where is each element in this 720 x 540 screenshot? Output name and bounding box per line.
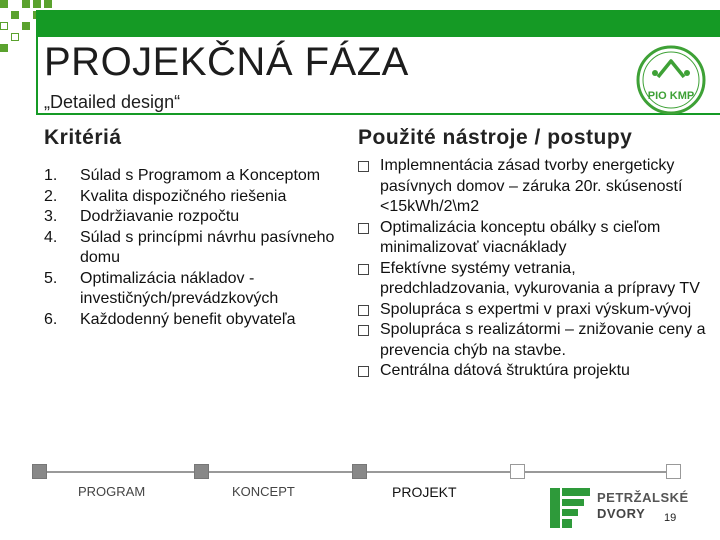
criteria-text: Súlad s princípmi návrhu pasívneho domu [80, 228, 335, 266]
pio-kmp-seal-icon [634, 43, 708, 117]
criteria-item [44, 166, 364, 187]
criteria-text: Súlad s Programom a Konceptom [80, 167, 321, 184]
criteria-text: Každodenný benefit obyvateľa [80, 310, 296, 328]
criteria-item [44, 207, 364, 228]
tools-heading: Použité nástroje / postupy [358, 126, 633, 149]
tool-text: Spolupráca s realizátormi – znižovanie ceny a prevencia chýb na stavbe. [380, 321, 706, 359]
tool-item [358, 218, 708, 259]
timeline-label-program: PROGRAM [78, 484, 146, 499]
criteria-item [44, 228, 364, 269]
tool-item [358, 259, 708, 300]
tool-item [358, 300, 708, 321]
slide-subtitle: „Detailed design“ [44, 92, 181, 112]
deco-square [11, 11, 19, 19]
slide-title: PROJEKČNÁ FÁZA [44, 40, 409, 84]
criteria-text: Kvalita dispozičného riešenia [80, 187, 287, 205]
checkbox-bullet-icon [358, 264, 369, 275]
timeline-label-projekt: PROJEKT [392, 484, 457, 500]
timeline-node-projekt [352, 464, 367, 479]
deco-square [22, 0, 30, 8]
criteria-number: 6. [44, 310, 58, 328]
criteria-number: 3. [44, 208, 58, 225]
timeline-node-program [32, 464, 47, 479]
timeline-node-koncept [194, 464, 209, 479]
criteria-list [44, 166, 364, 330]
page-number: 19 [664, 512, 677, 524]
tool-item [358, 320, 708, 361]
tool-text: Implemnentácia zásad tvorby energeticky pasívnych domov – záruka 20r. skúseností <15kWh/2\m2 [380, 157, 683, 215]
tool-text: Centrálna dátová štruktúra projektu [380, 362, 630, 379]
criteria-item [44, 187, 364, 208]
criteria-number: 4. [44, 228, 58, 246]
brand-line-2: DVORY [597, 506, 646, 521]
checkbox-bullet-icon [358, 366, 369, 377]
deco-square [0, 44, 8, 52]
timeline-label-koncept: KONCEPT [232, 484, 295, 499]
header-divider-horizontal [36, 113, 720, 115]
criteria-number: 2. [44, 187, 58, 205]
tool-text: Optimalizácia konceptu obálky s cieľom minimalizovať viacnáklady [380, 218, 661, 256]
criteria-number: 5. [44, 269, 58, 287]
checkbox-bullet-icon [358, 305, 369, 316]
petrzalske-dvory-logo-icon [548, 486, 592, 530]
criteria-text: Dodržiavanie rozpočtu [80, 208, 240, 225]
deco-square [22, 22, 30, 30]
deco-square [33, 0, 41, 8]
deco-square [44, 0, 52, 8]
deco-square [0, 22, 8, 30]
criteria-number: 1. [44, 167, 58, 184]
criteria-item [44, 269, 364, 310]
deco-square [11, 33, 19, 41]
header-divider-vertical [36, 37, 38, 115]
tool-item [358, 156, 708, 218]
tool-text: Spolupráca s expertmi v praxi výskum-vývoj [380, 300, 692, 318]
tools-list [358, 156, 708, 382]
brand-line-1: PETRŽALSKÉ [597, 490, 689, 505]
criteria-heading: Kritériá [44, 126, 122, 149]
tool-item [358, 361, 708, 382]
checkbox-bullet-icon [358, 223, 369, 234]
seal-text: PIO KMP [647, 90, 695, 102]
criteria-text: Optimalizácia nákladov - investičných/prevádzkových [80, 269, 279, 307]
checkbox-bullet-icon [358, 161, 369, 172]
timeline-node-future [666, 464, 681, 479]
timeline-node-future [510, 464, 525, 479]
criteria-item [44, 310, 364, 331]
tool-text: Efektívne systémy vetrania, predchladzovania, vykurovania a prípravy TV [380, 259, 700, 297]
checkbox-bullet-icon [358, 325, 369, 336]
deco-square [0, 0, 8, 8]
header-bar [36, 10, 720, 37]
